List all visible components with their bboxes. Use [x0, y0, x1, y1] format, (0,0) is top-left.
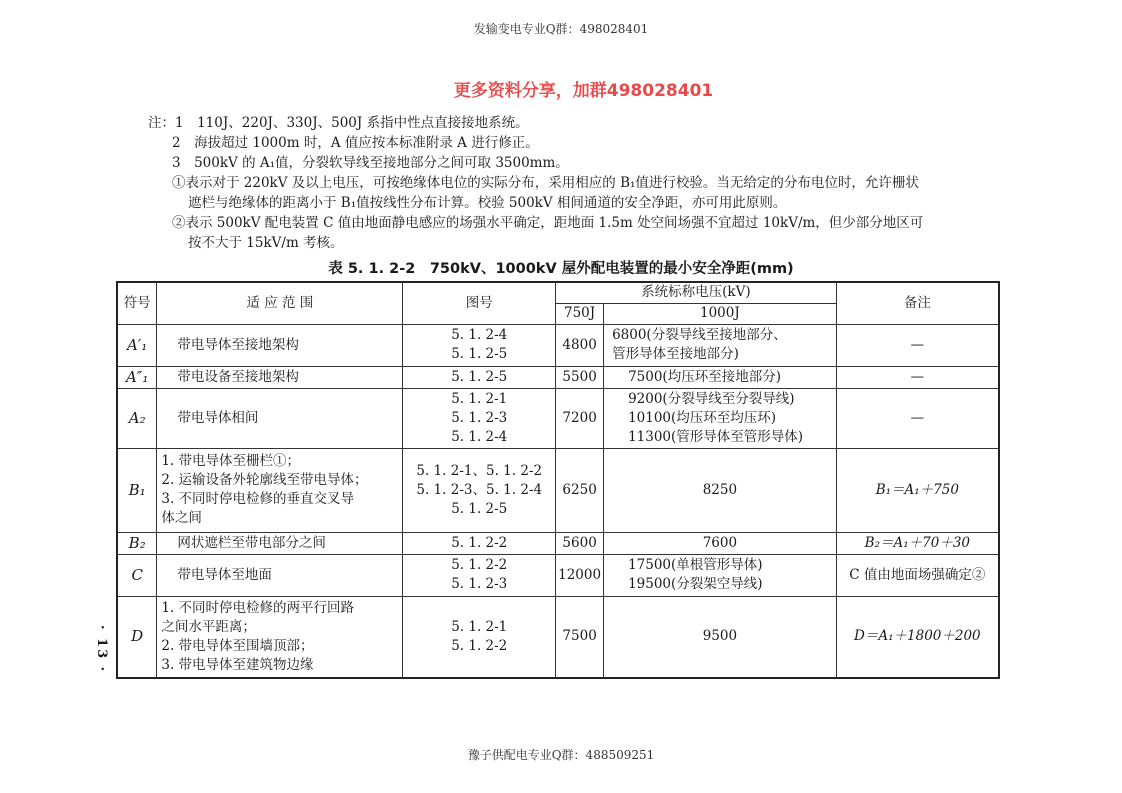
note-circle-2: ②表示 500kV 配电装置 C 值由地面静电感应的场强水平确定，距地面 1.5m 处空间场强不宜超过 10kV/m，但少部分地区可 — [172, 215, 924, 231]
cell-symbol: A″₁ — [117, 366, 157, 388]
table-row — [117, 448, 999, 532]
cell-remark: — — [836, 324, 999, 366]
note-circle-1: ①表示对于 220kV 及以上电压，可按绝缘体电位的实际分布，采用相应的 B₁值进行校验。当无给定的分布电位时，允许栅状 — [172, 175, 919, 191]
cell-1000: 9500 — [604, 596, 837, 678]
cell-750: 4800 — [556, 324, 604, 366]
note-1: 注：1 110J、220J、330J、500J 系指中性点直接接地系统。 — [148, 115, 529, 131]
cell-symbol: B₁ — [117, 448, 157, 532]
cell-scope: 带电导体至地面 — [157, 554, 403, 596]
cell-figure: 5. 1. 2-1 5. 1. 2-2 — [403, 596, 556, 678]
cell-750: 7200 — [556, 388, 604, 448]
header-750: 750J — [556, 303, 604, 324]
table-row — [117, 324, 999, 366]
table-row — [117, 366, 999, 388]
cell-scope: 网状遮栏至带电部分之间 — [157, 532, 403, 554]
cell-figure: 5. 1. 2-1、5. 1. 2-2 5. 1. 2-3、5. 1. 2-4 5. 1. 2-5 — [403, 448, 556, 532]
cell-scope: 带电导体相间 — [157, 388, 403, 448]
cell-symbol: A′₁ — [117, 324, 157, 366]
page-number: · 13 · — [94, 625, 109, 674]
cell-1000: 17500(单根管形导体) 19500(分裂架空导线) — [604, 554, 837, 596]
cell-figure: 5. 1. 2-1 5. 1. 2-3 5. 1. 2-4 — [403, 388, 556, 448]
cell-1000: 8250 — [604, 448, 837, 532]
table-row — [117, 388, 999, 448]
cell-1000: 7500(均压环至接地部分) — [604, 366, 837, 388]
watermark-top: 发输变电专业Q群：498028401 — [473, 22, 649, 36]
clearance-table — [116, 281, 1000, 679]
cell-scope: 1. 不同时停电检修的两平行回路 之间水平距离； 2. 带电导体至围墙顶部； 3. 带电导体至建筑物边缘 — [157, 596, 403, 678]
cell-1000: 7600 — [604, 532, 837, 554]
cell-remark: B₁＝A₁＋750 — [836, 448, 999, 532]
cell-figure: 5. 1. 2-4 5. 1. 2-5 — [403, 324, 556, 366]
cell-750: 5500 — [556, 366, 604, 388]
table-row — [117, 532, 999, 554]
cell-750: 12000 — [556, 554, 604, 596]
cell-remark: C 值由地面场强确定② — [836, 554, 999, 596]
header-1000: 1000J — [604, 303, 837, 324]
cell-figure: 5. 1. 2-2 5. 1. 2-3 — [403, 554, 556, 596]
table-title: 表 5. 1. 2-2 750kV、1000kV 屋外配电装置的最小安全净距(mm) — [328, 261, 794, 277]
cell-remark: — — [836, 366, 999, 388]
cell-remark: — — [836, 388, 999, 448]
header-voltage-group: 系统标称电压(kV) — [556, 282, 837, 303]
table-row — [117, 596, 999, 678]
note-2: 2 海拔超过 1000m 时，A 值应按本标准附录 A 进行修正。 — [172, 135, 539, 151]
cell-remark: B₂＝A₁＋70＋30 — [836, 532, 999, 554]
cell-750: 6250 — [556, 448, 604, 532]
note-3: 3 500kV 的 A₁值，分裂软导线至接地部分之间可取 3500mm。 — [172, 155, 569, 171]
header-figure: 图号 — [403, 282, 556, 324]
cell-scope: 带电导体至接地架构 — [157, 324, 403, 366]
header-remark: 备注 — [836, 282, 999, 324]
header-symbol: 符号 — [117, 282, 157, 324]
table-row — [117, 554, 999, 596]
cell-750: 5600 — [556, 532, 604, 554]
notes-block — [148, 113, 1008, 253]
header-scope: 适 应 范 围 — [157, 282, 403, 324]
cell-figure: 5. 1. 2-5 — [403, 366, 556, 388]
watermark-red-banner: 更多资料分享，加群498028401 — [453, 81, 714, 101]
cell-figure: 5. 1. 2-2 — [403, 532, 556, 554]
note-circle-2-cont: 按不大于 15kV/m 考核。 — [188, 235, 344, 251]
cell-symbol: B₂ — [117, 532, 157, 554]
cell-symbol: D — [117, 596, 157, 678]
cell-1000: 6800(分裂导线至接地部分、 管形导体至接地部分) — [604, 324, 837, 366]
cell-remark: D＝A₁＋1800＋200 — [836, 596, 999, 678]
cell-scope: 带电设备至接地架构 — [157, 366, 403, 388]
cell-750: 7500 — [556, 596, 604, 678]
cell-symbol: C — [117, 554, 157, 596]
cell-scope: 1. 带电导体至栅栏①； 2. 运输设备外轮廓线至带电导体； 3. 不同时停电检修的垂直交叉导 体之间 — [157, 448, 403, 532]
note-circle-1-cont: 遮栏与绝缘体的距离小于 B₁值按线性分布计算。校验 500kV 相间通道的安全净距，亦可用此原则。 — [188, 195, 787, 211]
cell-symbol: A₂ — [117, 388, 157, 448]
watermark-bottom: 豫子供配电专业Q群：488509251 — [467, 748, 655, 762]
cell-1000: 9200(分裂导线至分裂导线) 10100(均压环至均压环) 11300(管形导体至管形导体) — [604, 388, 837, 448]
